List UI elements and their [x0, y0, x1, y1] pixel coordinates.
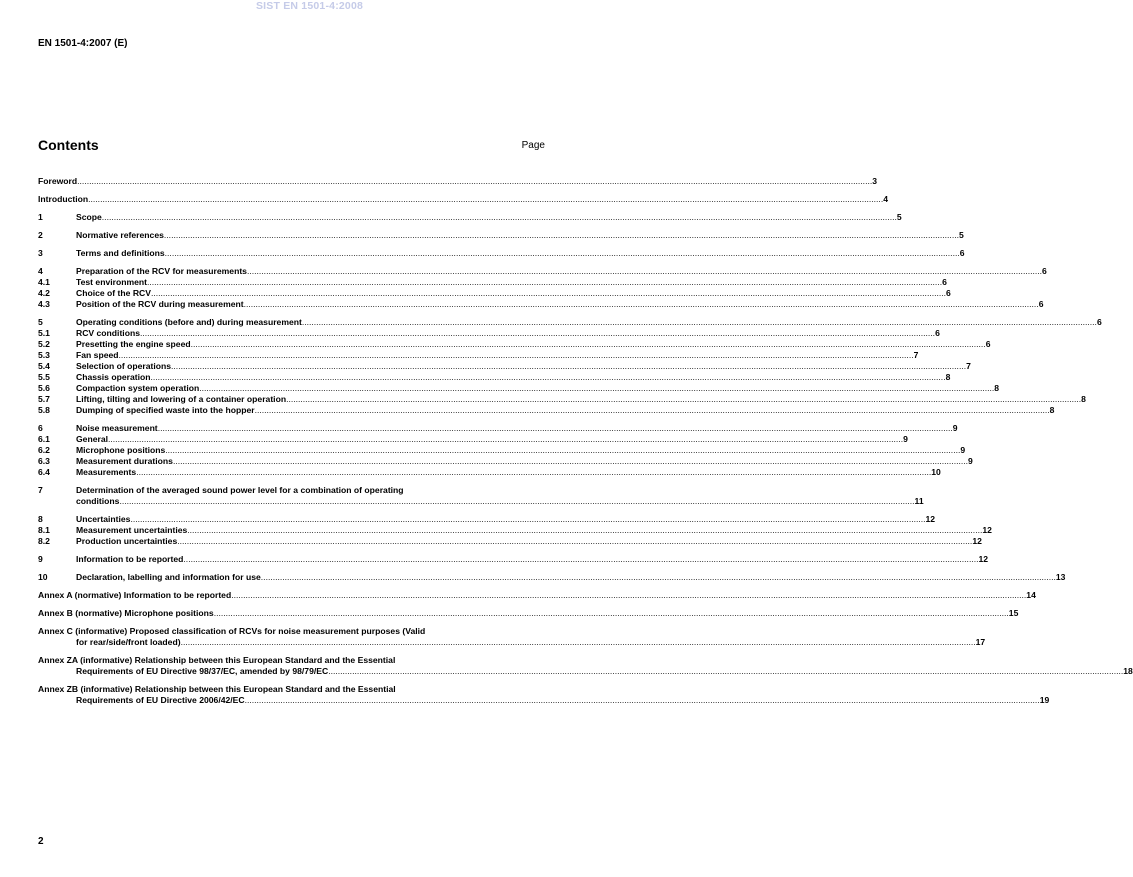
toc-text: Introduction: [38, 194, 89, 204]
toc-entry-4-1[interactable]: [38, 277, 947, 288]
toc-number: 4: [38, 266, 43, 276]
toc-number: 4.2: [38, 288, 50, 298]
toc-page: 5: [896, 212, 902, 222]
toc-text: Compaction system operation: [76, 383, 200, 393]
toc-text: Measurements: [76, 467, 137, 477]
toc-page: 9: [903, 434, 908, 444]
toc-number: 10: [38, 572, 48, 582]
toc-number: 5: [38, 317, 43, 327]
toc-number: 5.8: [38, 405, 50, 415]
toc-number: 5.3: [38, 350, 50, 360]
toc-page: 10: [931, 467, 941, 477]
toc-entry-5-5[interactable]: [38, 372, 951, 383]
toc-text-line1: Determination of the averaged sound power level for a combination of operating: [76, 485, 404, 495]
toc-entry-5-4[interactable]: [38, 361, 971, 372]
toc-number: 5.4: [38, 361, 50, 371]
toc-entry-2[interactable]: [38, 230, 964, 241]
toc-entry-6-1[interactable]: [38, 434, 908, 445]
toc-number: 6.1: [38, 434, 50, 444]
toc-entry-1[interactable]: [38, 212, 902, 223]
toc-text: Lifting, tilting and lowering of a container operation: [76, 394, 287, 404]
toc-text: Measurement durations: [76, 456, 173, 466]
toc-page: 5: [958, 230, 964, 240]
toc-page: 17: [975, 637, 986, 647]
toc-entry-8-2[interactable]: [38, 536, 982, 547]
toc-text: Microphone positions: [76, 445, 166, 455]
toc-page: 12: [982, 525, 992, 535]
toc-entry-5-3[interactable]: [38, 350, 919, 361]
contents-title: Contents: [38, 137, 99, 153]
toc-page: 6: [935, 328, 940, 338]
toc-entry-introduction[interactable]: [38, 194, 888, 205]
toc-text: Chassis operation: [76, 372, 151, 382]
toc-number: 8.1: [38, 525, 50, 535]
toc-number: 4.1: [38, 277, 50, 287]
toc-text: Terms and definitions: [76, 248, 165, 258]
toc-page: 9: [952, 423, 958, 433]
toc-number: 4.3: [38, 299, 50, 309]
toc-page: 6: [959, 248, 965, 258]
toc-number: 6.3: [38, 456, 50, 466]
toc-entry-5-2[interactable]: [38, 339, 991, 350]
toc-text: Test environment: [76, 277, 147, 287]
toc-entry-annex-b[interactable]: [38, 608, 1019, 619]
toc-text: RCV conditions: [76, 328, 140, 338]
toc-number: 5.2: [38, 339, 50, 349]
toc-text: General: [76, 434, 109, 444]
toc-text-line1: Annex ZA (informative) Relationship between this European Standard and the Essential: [38, 655, 396, 665]
toc-text: Operating conditions (before and) during measurement: [76, 317, 302, 327]
toc-entry-5-1[interactable]: [38, 328, 940, 339]
toc-page: 15: [1008, 608, 1019, 618]
toc-entry-6-4[interactable]: [38, 467, 941, 478]
toc-entry-foreword[interactable]: [38, 176, 878, 187]
toc-text: Selection of operations: [76, 361, 172, 371]
toc-text: Uncertainties: [76, 514, 131, 524]
toc-page: 8: [994, 383, 1000, 393]
toc-number: 6.2: [38, 445, 50, 455]
toc-page: 6: [1096, 317, 1102, 327]
toc-page: 8: [945, 372, 951, 382]
toc-page: 12: [972, 536, 982, 546]
toc-entry-6-3[interactable]: [38, 456, 973, 467]
toc-page: 8: [1081, 394, 1086, 404]
toc-entry-5-6[interactable]: [38, 383, 1000, 394]
toc-text: Production uncertainties: [76, 536, 178, 546]
toc-entry-6[interactable]: [38, 423, 958, 434]
toc-page: 6: [942, 277, 947, 287]
toc-text-line2: Requirements of EU Directive 2006/42/EC: [76, 695, 245, 705]
toc-number: 5.5: [38, 372, 50, 382]
toc-page: 8: [1049, 405, 1055, 415]
watermark: SIST EN 1501-4:2008: [255, 0, 364, 12]
toc-text: Annex A (normative) Information to be reported: [38, 590, 232, 600]
toc-entry-5[interactable]: [38, 317, 1102, 328]
toc-text: Measurement uncertainties: [76, 525, 188, 535]
toc-number: 2: [38, 230, 43, 240]
toc-entry-6-2[interactable]: [38, 445, 966, 456]
toc-text: Fan speed: [76, 350, 119, 360]
toc-page: 18: [1123, 666, 1133, 676]
toc-text: Dumping of specified waste into the hopper: [76, 405, 255, 415]
toc-entry-annex-za[interactable]: [38, 655, 1133, 677]
toc-number: 9: [38, 554, 43, 564]
toc-text: Presetting the engine speed: [76, 339, 191, 349]
toc-page: 11: [914, 496, 924, 506]
toc-page: 6: [946, 288, 951, 298]
toc-entry-4-2[interactable]: [38, 288, 951, 299]
toc-page: 12: [925, 514, 936, 524]
toc-text-line2: Requirements of EU Directive 98/37/EC, amended by 98/79/EC: [76, 666, 329, 676]
toc-entry-annex-a[interactable]: [38, 590, 1036, 601]
toc-number: 5.7: [38, 394, 50, 404]
toc-text: Choice of the RCV: [76, 288, 151, 298]
toc-entry-10[interactable]: [38, 572, 1066, 583]
document-id: EN 1501-4:2007 (E): [38, 38, 128, 49]
toc-entry-7[interactable]: [38, 485, 924, 507]
toc-text: Information to be reported: [76, 554, 184, 564]
toc-entry-4[interactable]: [38, 266, 1047, 277]
page-column-label: Page: [521, 140, 545, 151]
toc-entry-annex-c[interactable]: [38, 626, 986, 648]
toc-number: 3: [38, 248, 43, 258]
toc-page: 13: [1055, 572, 1066, 582]
toc-text: Preparation of the RCV for measurements: [76, 266, 247, 276]
toc-page: 9: [968, 456, 973, 466]
toc-number: 1: [38, 212, 43, 222]
toc-entry-9[interactable]: [38, 554, 989, 565]
toc-text: Annex B (normative) Microphone positions: [38, 608, 214, 618]
toc-entry-4-3[interactable]: [38, 299, 1044, 310]
toc-page: 4: [883, 194, 888, 204]
toc-entry-5-7[interactable]: [38, 394, 1086, 405]
table-of-contents: [38, 176, 1133, 706]
toc-text: Scope: [76, 212, 102, 222]
toc-text: Noise measurement: [76, 423, 158, 433]
toc-page: 7: [913, 350, 919, 360]
toc-number: 6: [38, 423, 43, 433]
toc-entry-5-8[interactable]: [38, 405, 1055, 416]
toc-text: Foreword: [38, 176, 78, 186]
toc-page: 7: [966, 361, 971, 371]
toc-number: 5.1: [38, 328, 50, 338]
toc-text-line2: conditions: [76, 496, 120, 506]
toc-page: 6: [985, 339, 991, 349]
toc-page: 6: [1042, 266, 1047, 276]
toc-page: 14: [1026, 590, 1036, 600]
page-number: 2: [38, 836, 44, 847]
toc-page: 12: [978, 554, 989, 564]
toc-number: 8: [38, 514, 43, 524]
toc-number: 8.2: [38, 536, 50, 546]
toc-entry-8-1[interactable]: [38, 525, 992, 536]
toc-page: 3: [872, 176, 878, 186]
toc-entry-annex-zb[interactable]: [38, 684, 1050, 706]
toc-text: Normative references: [76, 230, 164, 240]
toc-text: Position of the RCV during measurement: [76, 299, 244, 309]
toc-number: 6.4: [38, 467, 50, 477]
toc-text-line1: Annex C (informative) Proposed classification of RCVs for noise measurement purposes (Valid: [38, 626, 426, 636]
toc-text: Declaration, labelling and information for use: [76, 572, 261, 582]
toc-page: 9: [960, 445, 966, 455]
toc-text-line1: Annex ZB (informative) Relationship between this European Standard and the Essential: [38, 684, 396, 694]
toc-entry-3[interactable]: [38, 248, 965, 259]
toc-entry-8[interactable]: [38, 514, 936, 525]
toc-text-line2: for rear/side/front loaded): [76, 637, 181, 647]
toc-page: 19: [1039, 695, 1050, 705]
toc-page: 6: [1038, 299, 1044, 309]
toc-number: 5.6: [38, 383, 50, 393]
toc-number: 7: [38, 485, 43, 495]
